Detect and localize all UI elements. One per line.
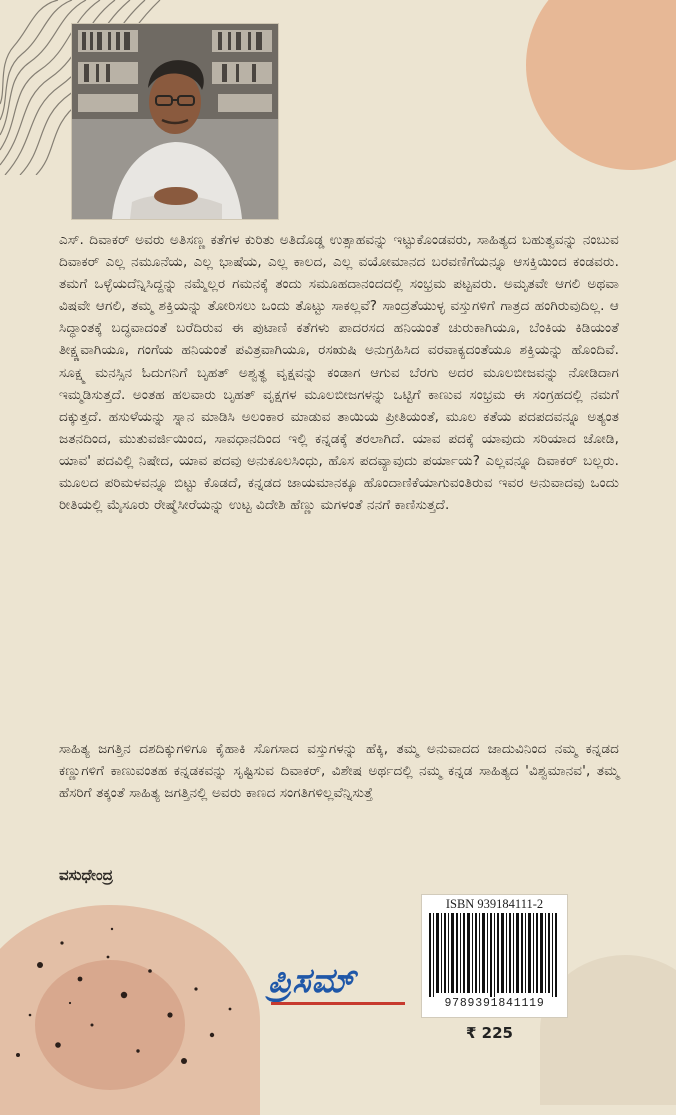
blurb-author: ವಸುಧೇಂದ್ರ — [59, 866, 113, 884]
publisher-logo: ಪ್ರಿಸಮ್ — [268, 961, 356, 1001]
author-photo — [72, 24, 278, 219]
barcode-number: 9789391841119 — [444, 997, 545, 1010]
blurb-text: ಎಸ್. ದಿವಾಕರ್ ಅವರು ಅತಿಸಣ್ಣ ಕತೆಗಳ ಕುರಿತು ಅತಿದೊಡ್ಡ ಉತ್ಸಾಹವನ್ನು ಇಟ್ಟುಕೊಂಡವರು, ಸಾಹಿತ್ಯದ ಬಹುತ್ವವನ್ನು ನಂಬುವ ದಿವಾಕರ್ ಎಲ್ಲ ನಮೂನೆಯ, ಎಲ್ಲ ಭಾಷೆಯ, ಎಲ್ಲ ಕಾಲದ, ಎಲ್ಲ ವಯೋಮಾನದ ಬರವಣಿಗೆಯನ್ನೂ ಆಸಕ್ತಿಯಿಂದ ಕಂಡವರು. ತಮಗೆ ಒಳ್ಳೆಯದೆನ್ನಿಸಿದ್ದನ್ನು ನಮ್ಮೆಲ್ಲರ ಗಮನಕ್ಕೆ ತಂದು ಸಮೂಹದಾನಂದದಲ್ಲಿ ಸಂಭ್ರಮ ಪಟ್ಟವರು. ಅಮೃತವೇ ಆಗಲಿ ಅಥವಾ ವಿಷವೇ ಆಗಲಿ, ತಮ್ಮ ಶಕ್ತಿಯನ್ನು ತೋರಿಸಲು ಒಂದು ತೊಟ್ಟು ಸಾಕಲ್ಲವೆ? ಸಾಂದ್ರತೆಯುಳ್ಳ ವಸ್ತುಗಳಿಗೆ ಗಾತ್ರದ ಹಂಗಿರುವುದಿಲ್ಲ. ಆ ಸಿದ್ಧಾಂತಕ್ಕೆ ಬದ್ಧವಾದಂತೆ ಬರೆದಿರುವ ಈ ಪುಟಾಣಿ ಕತೆಗಳು ಪಾದರಸದ ಹನಿಯಂತೆ ಚುರುಕಾಗಿಯೂ, ಬೆಂಕಿಯ ಕಿಡಿಯಂತೆ ತೀಕ್ಷ್ಣವಾಗಿಯೂ, ಗಂಗೆಯ ಹನಿಯಂತೆ ಪವಿತ್ರವಾಗಿಯೂ, ರಸಋಷಿ ಅನುಗ್ರಹಿಸಿದ ವರವಾಕ್ಯದಂತೆಯೂ ಶಕ್ತಿಯನ್ನು ಹೊಂದಿವೆ. ಸೂಕ್ಷ್ಮ ಮನಸ್ಸಿನ ಓದುಗನಿಗೆ ಬೃಹತ್ ಅಶ್ವತ್ಥ ವೃಕ್ಷವನ್ನು ಕಂಡಾಗ ಆಗುವ ಬೆರಗು ಅದರ ಮೂಲಬೀಜವನ್ನು ನೋಡಿದಾಗ ಇಮ್ಮಡಿಸುತ್ತದೆ. ಅಂತಹ ಹಲವಾರು ಬೃಹತ್ ವೃಕ್ಷಗಳ ಮೂಲಬೀಜಗಳನ್ನು ಒಟ್ಟಿಗೆ ಕಾಣುವ ಸಂಭ್ರಮ ಈ ಸಂಗ್ರಹದಲ್ಲಿ ನಮಗೆ ದಕ್ಕುತ್ತದೆ. ಹಸುಳೆಯನ್ನು ಸ್ನಾನ ಮಾಡಿಸಿ ಅಲಂಕಾರ ಮಾಡುವ ತಾಯಿಯ ಪ್ರೀತಿಯಂತೆ, ಮೂಲ ಕತೆಯ ಪದಪದವನ್ನೂ ಅತ್ಯಂತ ಜತನದಿಂದ, ಮುತುವರ್ಜಿಯಿಂದ, ಸಾವಧಾನದಿಂದ ಇಲ್ಲಿ ಕನ್ನಡಕ್ಕೆ ತರಲಾಗಿದೆ. ಯಾವ ಪದಕ್ಕೆ ಯಾವುದು ಸರಿಯಾದ ಜೋಡಿ, ಯಾವ' ಪದವಿಲ್ಲಿ ನಿಷೇದ, ಯಾವ ಪದವು ಅನುಕೂಲಸಿಂಧು, ಹೊಸ ಪದವ್ಯಾವುದು ಪರ್ಯಾಯ? ಎಲ್ಲವನ್ನೂ ದಿವಾಕರ್ ಬಲ್ಲರು. ಮೂಲದ ಪರಿಮಳವನ್ನೂ ಬಿಟ್ಟು ಕೊಡದೆ, ಕನ್ನಡದ ಜಾಯಮಾನಕ್ಕೂ ಹೊಂದಾಣಿಕೆಯಾಗುವಂತಿರುವ ಇವರ ಅನುವಾದವು ಒಂದು ರೀತಿಯಲ್ಲಿ ಮೈಸೂರು ರೇಷ್ಮೆಸೀರೆಯನ್ನು ಉಟ್ಟ ವಿದೇಶಿ ಹೆಣ್ಣು ಮಗಳಂತೆ ನನಗೆ ಕಾಣಿಸುತ್ತದೆ. — [59, 232, 619, 514]
peach-circle-decoration — [526, 0, 676, 170]
blurb-text: ಸಾಹಿತ್ಯ ಜಗತ್ತಿನ ದಶದಿಕ್ಕುಗಳಿಗೂ ಕೈಹಾಕಿ ಸೊಗಸಾದ ವಸ್ತುಗಳನ್ನು ಹೆಕ್ಕಿ, ತಮ್ಮ ಅನುವಾದದ ಜಾದುವಿನಿಂದ ನಮ್ಮ ಕನ್ನಡದ ಕಣ್ಣುಗಳಿಗೆ ಕಾಣುವಂತಹ ಕನ್ನಡಕವನ್ನು ಸೃಷ್ಟಿಸುವ ದಿವಾಕರ್, ವಿಶೇಷ ಅರ್ಥದಲ್ಲಿ ನಮ್ಮ ಕನ್ನಡ ಸಾಹಿತ್ಯದ 'ವಿಶ್ವಮಾನವ', ತಮ್ಮ ಹೆಸರಿಗೆ ತಕ್ಕಂತೆ ಸಾಹಿತ್ಯ ಜಗತ್ತಿನಲ್ಲಿ ಅವರು ಕಾಣದ ಸಂಗತಿಗಳಿಲ್ಲವೆನ್ನಿಸುತ್ತೆ — [59, 741, 619, 802]
blurb-paragraph-1 — [59, 229, 619, 516]
isbn-label: ISBN 939184111-2 — [445, 897, 544, 911]
price: ₹ 225 — [466, 1024, 513, 1042]
barcode-bars — [429, 913, 560, 997]
blurb-paragraph-2 — [59, 738, 619, 804]
ink-splatter-decoration — [0, 905, 260, 1075]
isbn-barcode — [421, 894, 568, 1018]
publisher-logo-underline — [271, 1002, 405, 1005]
